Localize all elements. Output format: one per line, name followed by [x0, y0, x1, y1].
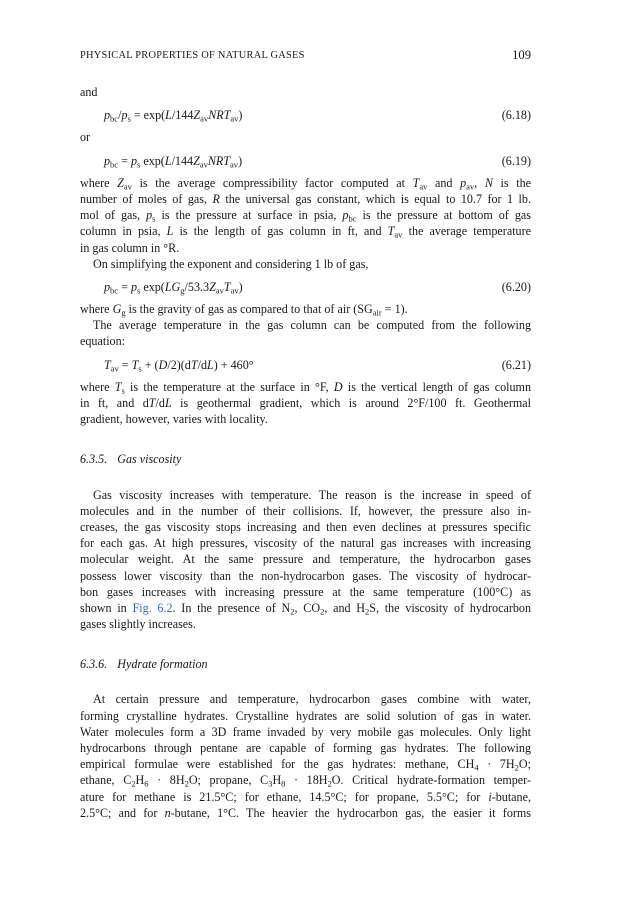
section-title: Hydrate formation [117, 657, 208, 672]
text-line: molecular weight. At the same pressure and temperature, the hydrocarbon gases [80, 552, 531, 567]
text-line: On simplifying the exponent and considering 1 lb of gas, [93, 256, 369, 271]
paragraph-gravity [80, 301, 531, 350]
equation-6-19 [80, 153, 531, 169]
text-line: molecules and in the number of their collisions. If, however, the pressure also in- [80, 503, 531, 518]
text-line: possess lower viscosity than the non-hydrocarbon gases. The viscosity of hydrocar- [80, 568, 531, 583]
text-line: bon gases increases with increasing pressure at the same temperature (100°C) as [80, 584, 531, 599]
equation-number: (6.21) [501, 357, 531, 372]
paragraph-definitions [80, 175, 531, 272]
connector-and: and [80, 85, 98, 99]
section-number: 6.3.5. [80, 452, 108, 467]
equation-number: (6.18) [501, 108, 531, 123]
text-line: gases slightly increases. [80, 617, 196, 632]
text-line: number of moles of gas, R the universal gas constant, which is equal to 10.7 for 1 lb. [80, 191, 531, 206]
section-heading-gas-viscosity [80, 451, 531, 467]
equation-number: (6.20) [501, 279, 531, 294]
text-line: equation: [80, 334, 126, 349]
page-body [80, 84, 531, 821]
text-line: empirical formulae were established for the gas hydrates: methane, $CH_4 \cdot 7H_2O$; [80, 757, 532, 773]
paragraph-gas-viscosity [80, 487, 531, 633]
connector-or: or [80, 130, 91, 145]
equation-expression: $p_{bc} = p_s$ $\exp(L/144Z_{av}NRT_{av})$ [104, 153, 243, 170]
text-line: shown in Fig. 6.2. In the presence of $N_2$, $CO_2$, and $H_2S$, the viscosity of hydrocarbon [80, 600, 531, 617]
text-line: ature for methane is 21.5°C; for ethane, 14.5°C; for propane, 5.5°C; for i-butane, [80, 789, 531, 804]
equation-number: (6.19) [501, 153, 531, 168]
text-line: creases, the gas viscosity stops increasing and then even declines at pressures specific [80, 519, 531, 534]
section-heading-hydrate-formation [80, 656, 531, 672]
equation-expression: $p_{bc}/p_s = \exp(L/144Z_{av}NRT_{av})$ [104, 108, 243, 124]
paragraph-hydrate-formation [80, 691, 531, 821]
text-line: where $T_s$ is the temperature at the surface in °F, D is the vertical length of gas column [80, 379, 531, 396]
equation-6-21 [80, 357, 531, 373]
text-line: gradient, however, varies with locality. [80, 412, 268, 427]
text-line: 2.5°C; and for n-butane, 1°C. The heavier the hydrocarbon gas, the easier it forms [80, 805, 532, 820]
running-head [80, 50, 531, 61]
page-number: 109 [512, 48, 531, 62]
equation-6-18 [80, 107, 531, 123]
running-head-title: PHYSICAL PROPERTIES OF NATURAL GASES [80, 50, 305, 61]
text-line: in ft, and dT/dL is geothermal gradient, which is around 2°F/100 ft. Geothermal [80, 396, 531, 410]
equation-expression: $T_{av} = T_s + (D/2)(dT/dL) + 460^\circ$ [104, 357, 254, 374]
figure-link-6-2[interactable]: Fig. 6.2 [132, 600, 173, 615]
text-line: where $Z_{av}$ is the average compressibility factor computed at $T_{av}$ and $p_{av}$, N is the [80, 175, 531, 192]
section-number: 6.3.6. [80, 657, 108, 672]
text-line: where $G_g$ is the gravity of gas as compared to that of air $(SG_{air} = 1)$. [80, 302, 408, 318]
text-line: ethane, $C_2H_6 \cdot 8H_2O$; propane, $C_3H_8 \cdot 18H_2O$. Critical hydrate-formation temper- [80, 773, 531, 789]
text-line: Gas viscosity increases with temperature. The reason is the increase in speed of [93, 487, 531, 502]
equation-expression: $p_{bc} = p_s$ $\exp(LG_g/53.3Z_{av}T_{av})$ [104, 279, 243, 296]
text-line: mol of gas, $p_s$ is the pressure at surface in psia, $p_{bc}$ is the pressure at bottom of gas [80, 208, 531, 224]
text-line: forming crystalline hydrates. Crystalline hydrates are solid solution of gas in water. [80, 708, 531, 723]
text-line: hydrocarbons through pentane are capable of forming gas hydrates. The following [80, 741, 531, 755]
equation-6-20 [80, 279, 531, 295]
text-line: Water molecules form a 3D frame invaded by very mobile gas molecules. Only light [80, 724, 531, 739]
text-line: The average temperature in the gas column can be computed from the following [93, 318, 531, 333]
text-line: At certain pressure and temperature, hydrocarbon gases combine with water, [93, 692, 531, 707]
paragraph-temperature [80, 379, 531, 428]
section-title: Gas viscosity [117, 452, 182, 467]
text-line: for each gas. At high pressures, viscosity of the natural gas increases with increasing [80, 536, 531, 551]
text-line: in gas column in °R. [80, 240, 180, 255]
text-line: column in psia, L is the length of gas column in ft, and $T_{av}$ the average temperature [80, 224, 531, 240]
